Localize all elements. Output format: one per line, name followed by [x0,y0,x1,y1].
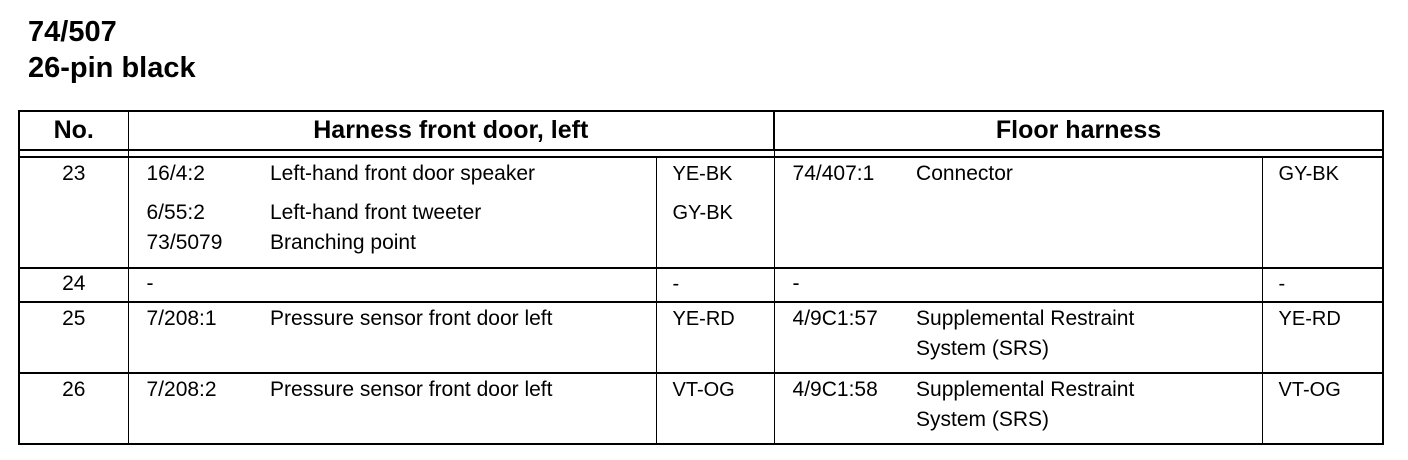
right-desc-cell [916,268,1262,302]
pin-number: 23 [19,157,128,268]
connector-description: 26-pin black [28,52,196,84]
left-color-cell: YE-BK GY-BK [656,157,774,268]
pin-number: 26 [19,373,128,444]
connector-title-block [28,14,196,86]
left-color-cell: VT-OG [656,373,774,444]
left-desc-cell [270,268,656,302]
pin-number: 24 [19,268,128,302]
right-desc-cell: Connector [916,157,1262,268]
pin-number: 25 [19,302,128,373]
left-ref-cell: - [128,268,270,302]
right-color-cell: GY-BK [1262,157,1383,268]
header-gap-row [19,150,1383,157]
left-desc-cell: Pressure sensor front door left [270,302,656,373]
table-row [19,373,1383,444]
left-ref-cell: 16/4:2 6/55:2 73/5079 [128,157,270,268]
table-header-row [19,111,1383,150]
right-color-cell: - [1262,268,1383,302]
header-no: No. [19,111,128,150]
left-ref-cell: 7/208:2 [128,373,270,444]
left-desc-cell: Left-hand front door speaker Left-hand front tweeter Branching point [270,157,656,268]
header-floor-harness: Floor harness [774,111,1383,150]
left-desc-cell: Pressure sensor front door left [270,373,656,444]
right-desc-cell: Supplemental Restraint System (SRS) [916,302,1262,373]
right-ref-cell: 74/407:1 [774,157,916,268]
right-ref-cell: 4/9C1:57 [774,302,916,373]
table-row [19,302,1383,373]
header-harness-front-door-left: Harness front door, left [128,111,774,150]
pin-assignment-table [18,110,1384,445]
left-color-cell: - [656,268,774,302]
right-color-cell: VT-OG [1262,373,1383,444]
right-color-cell: YE-RD [1262,302,1383,373]
right-desc-cell: Supplemental Restraint System (SRS) [916,373,1262,444]
table-row [19,157,1383,268]
connector-id: 74/507 [28,16,117,48]
table-row [19,268,1383,302]
right-ref-cell: 4/9C1:58 [774,373,916,444]
left-color-cell: YE-RD [656,302,774,373]
left-ref-cell: 7/208:1 [128,302,270,373]
right-ref-cell: - [774,268,916,302]
